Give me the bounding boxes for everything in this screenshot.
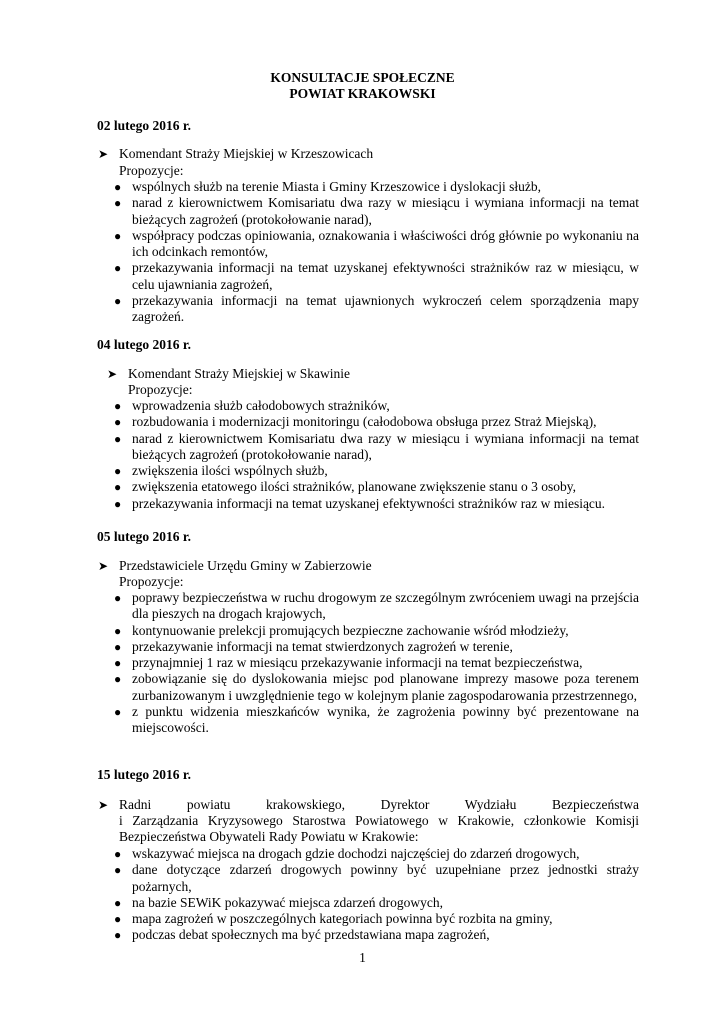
doc-title-line-2: POWIAT KRAKOWSKI — [289, 86, 436, 101]
propozycje-label: Propozycje: — [119, 163, 184, 178]
doc-title-line-1: KONSULTACJE SPOŁECZNE — [270, 70, 455, 85]
list-item: ● przekazywania informacji na temat uzyskanej efektywności strażników raz w miesiącu. — [114, 495, 606, 511]
round-bullet-icon: ● — [114, 480, 122, 495]
list-item: ● wprowadzenia służb całodobowych strażników, — [114, 398, 390, 413]
list-item: ● mapa zagrożeń w poszczególnych kategoriach powinna być rozbita na gminy, — [114, 911, 553, 927]
round-bullet-icon: ● — [114, 431, 122, 446]
list-item: ● współpracy podczas opiniowania, oznakowania i właściwości dróg głównie po wykonaniu na ich odcinkach remontów, — [114, 227, 639, 260]
proposal-list — [112, 398, 639, 512]
section-date: 15 lutego 2016 r. — [97, 767, 191, 782]
list-item: ● zobowiązanie się do dyslokowania miejsc pod planowane imprezy masowe poza terenem zurbanizowanym i uwzględnienie tego w kolejnym planie zagospodarowania przestrzennego, — [114, 671, 639, 703]
list-item: ● przynajmniej 1 raz w miesiącu przekazywanie informacji na temat bezpieczeństwa, — [114, 655, 583, 671]
section-entity: Przedstawiciele Urzędu Gminy w Zabierzowie — [119, 558, 372, 573]
round-bullet-icon: ● — [114, 863, 122, 878]
round-bullet-icon: ● — [114, 399, 122, 413]
list-item: ● podczas debat społecznych ma być przedstawiana mapa zagrożeń, — [114, 927, 490, 943]
list-item: ● kontynuowanie prelekcji promujących bezpieczne zachowanie wśród młodzieży, — [114, 622, 569, 638]
section-date: 02 lutego 2016 r. — [97, 118, 191, 133]
arrow-bullet-icon: ➤ — [98, 798, 109, 812]
list-item: ● dane dotyczące zdarzeń drogowych powinny być uzupełniane przez jednostki straży pożarnych, — [114, 862, 639, 894]
section-date: 05 lutego 2016 r. — [97, 529, 191, 544]
section-entity-line: Bezpieczeństwa Obywateli Rady Powiatu w Krakowie: — [119, 829, 419, 844]
round-bullet-icon: ● — [114, 591, 122, 605]
propozycje-label: Propozycje: — [128, 382, 193, 397]
list-item: ● z punktu widzenia mieszkańców wynika, że zagrożenia powinny być prezentowane na miejscowości. — [114, 704, 639, 736]
round-bullet-icon: ● — [114, 672, 122, 687]
section-entity: Komendant Straży Miejskiej w Skawinie — [128, 366, 350, 381]
arrow-bullet-icon: ➤ — [98, 147, 109, 161]
list-item: ● narad z kierownictwem Komisariatu dwa razy w miesiącu i wymiana informacji na temat bieżących zagrożeń (protokołowanie narad), — [114, 195, 639, 227]
list-item: ● na bazie SEWiK pokazywać miejsca zdarzeń drogowych, — [114, 894, 443, 910]
list-item: ● zwiększenia ilości wspólnych służb, — [114, 463, 328, 479]
round-bullet-icon: ● — [114, 847, 122, 861]
arrow-bullet-icon: ➤ — [98, 559, 109, 573]
round-bullet-icon: ● — [114, 228, 122, 243]
round-bullet-icon: ● — [114, 261, 122, 276]
section-entity-line: i Zarządzania Kryzysowego Starostwa Powiatowego w Krakowie, członkowie Komisji — [119, 813, 639, 828]
round-bullet-icon: ● — [114, 196, 122, 211]
round-bullet-icon: ● — [114, 705, 122, 720]
list-item: ● przekazywanie informacji na temat stwierdzonych zagrożeń w terenie, — [114, 638, 513, 654]
round-bullet-icon: ● — [114, 639, 122, 654]
proposal-list — [112, 846, 639, 944]
round-bullet-icon: ● — [114, 180, 122, 194]
proposal-list — [112, 590, 639, 737]
list-item: ● wspólnych służb na terenie Miasta i Gminy Krzeszowice i dyslokacji służb, — [114, 179, 542, 194]
round-bullet-icon: ● — [114, 294, 122, 309]
list-item: ● wskazywać miejsca na drogach gdzie dochodzi najczęściej do zdarzeń drogowych, — [114, 846, 580, 861]
section-date: 04 lutego 2016 r. — [97, 337, 191, 352]
arrow-bullet-icon: ➤ — [107, 367, 118, 381]
list-item: ● poprawy bezpieczeństwa w ruchu drogowym ze szczególnym zwróceniem uwagi na przejścia dla pieszych na drogach krajowych, — [114, 590, 639, 622]
round-bullet-icon: ● — [114, 464, 122, 479]
page-number: 1 — [359, 950, 366, 965]
round-bullet-icon: ● — [114, 496, 122, 511]
list-item: ● rozbudowania i modernizacji monitoringu (całodobowa obsługa przez Straż Miejską), — [114, 414, 597, 430]
round-bullet-icon: ● — [114, 912, 122, 927]
list-item: ● przekazywania informacji na temat uzyskanej efektywności strażników raz w miesiącu, w celu ujawniania zagrożeń, — [114, 260, 639, 292]
list-item: ● przekazywania informacji na temat ujawnionych wykroczeń celem sporządzenia mapy zagrożeń. — [114, 293, 639, 325]
section-entity-line: Radni powiatu krakowskiego, Dyrektor Wydziału Bezpieczeństwa — [119, 797, 639, 812]
section-entity: Komendant Straży Miejskiej w Krzeszowicach — [119, 146, 374, 161]
round-bullet-icon: ● — [114, 895, 122, 910]
list-item: ● narad z kierownictwem Komisariatu dwa razy w miesiącu i wymiana informacji na temat bieżących zagrożeń (protokołowanie narad), — [114, 430, 639, 462]
list-item: ● zwiększenia etatowego ilości strażników, planowane zwiększenie stanu o 3 osoby, — [114, 479, 576, 495]
propozycje-label: Propozycje: — [119, 574, 184, 589]
round-bullet-icon: ● — [114, 928, 122, 943]
round-bullet-icon: ● — [114, 415, 122, 430]
round-bullet-icon: ● — [114, 623, 122, 638]
proposal-list — [112, 179, 639, 326]
round-bullet-icon: ● — [114, 656, 122, 671]
